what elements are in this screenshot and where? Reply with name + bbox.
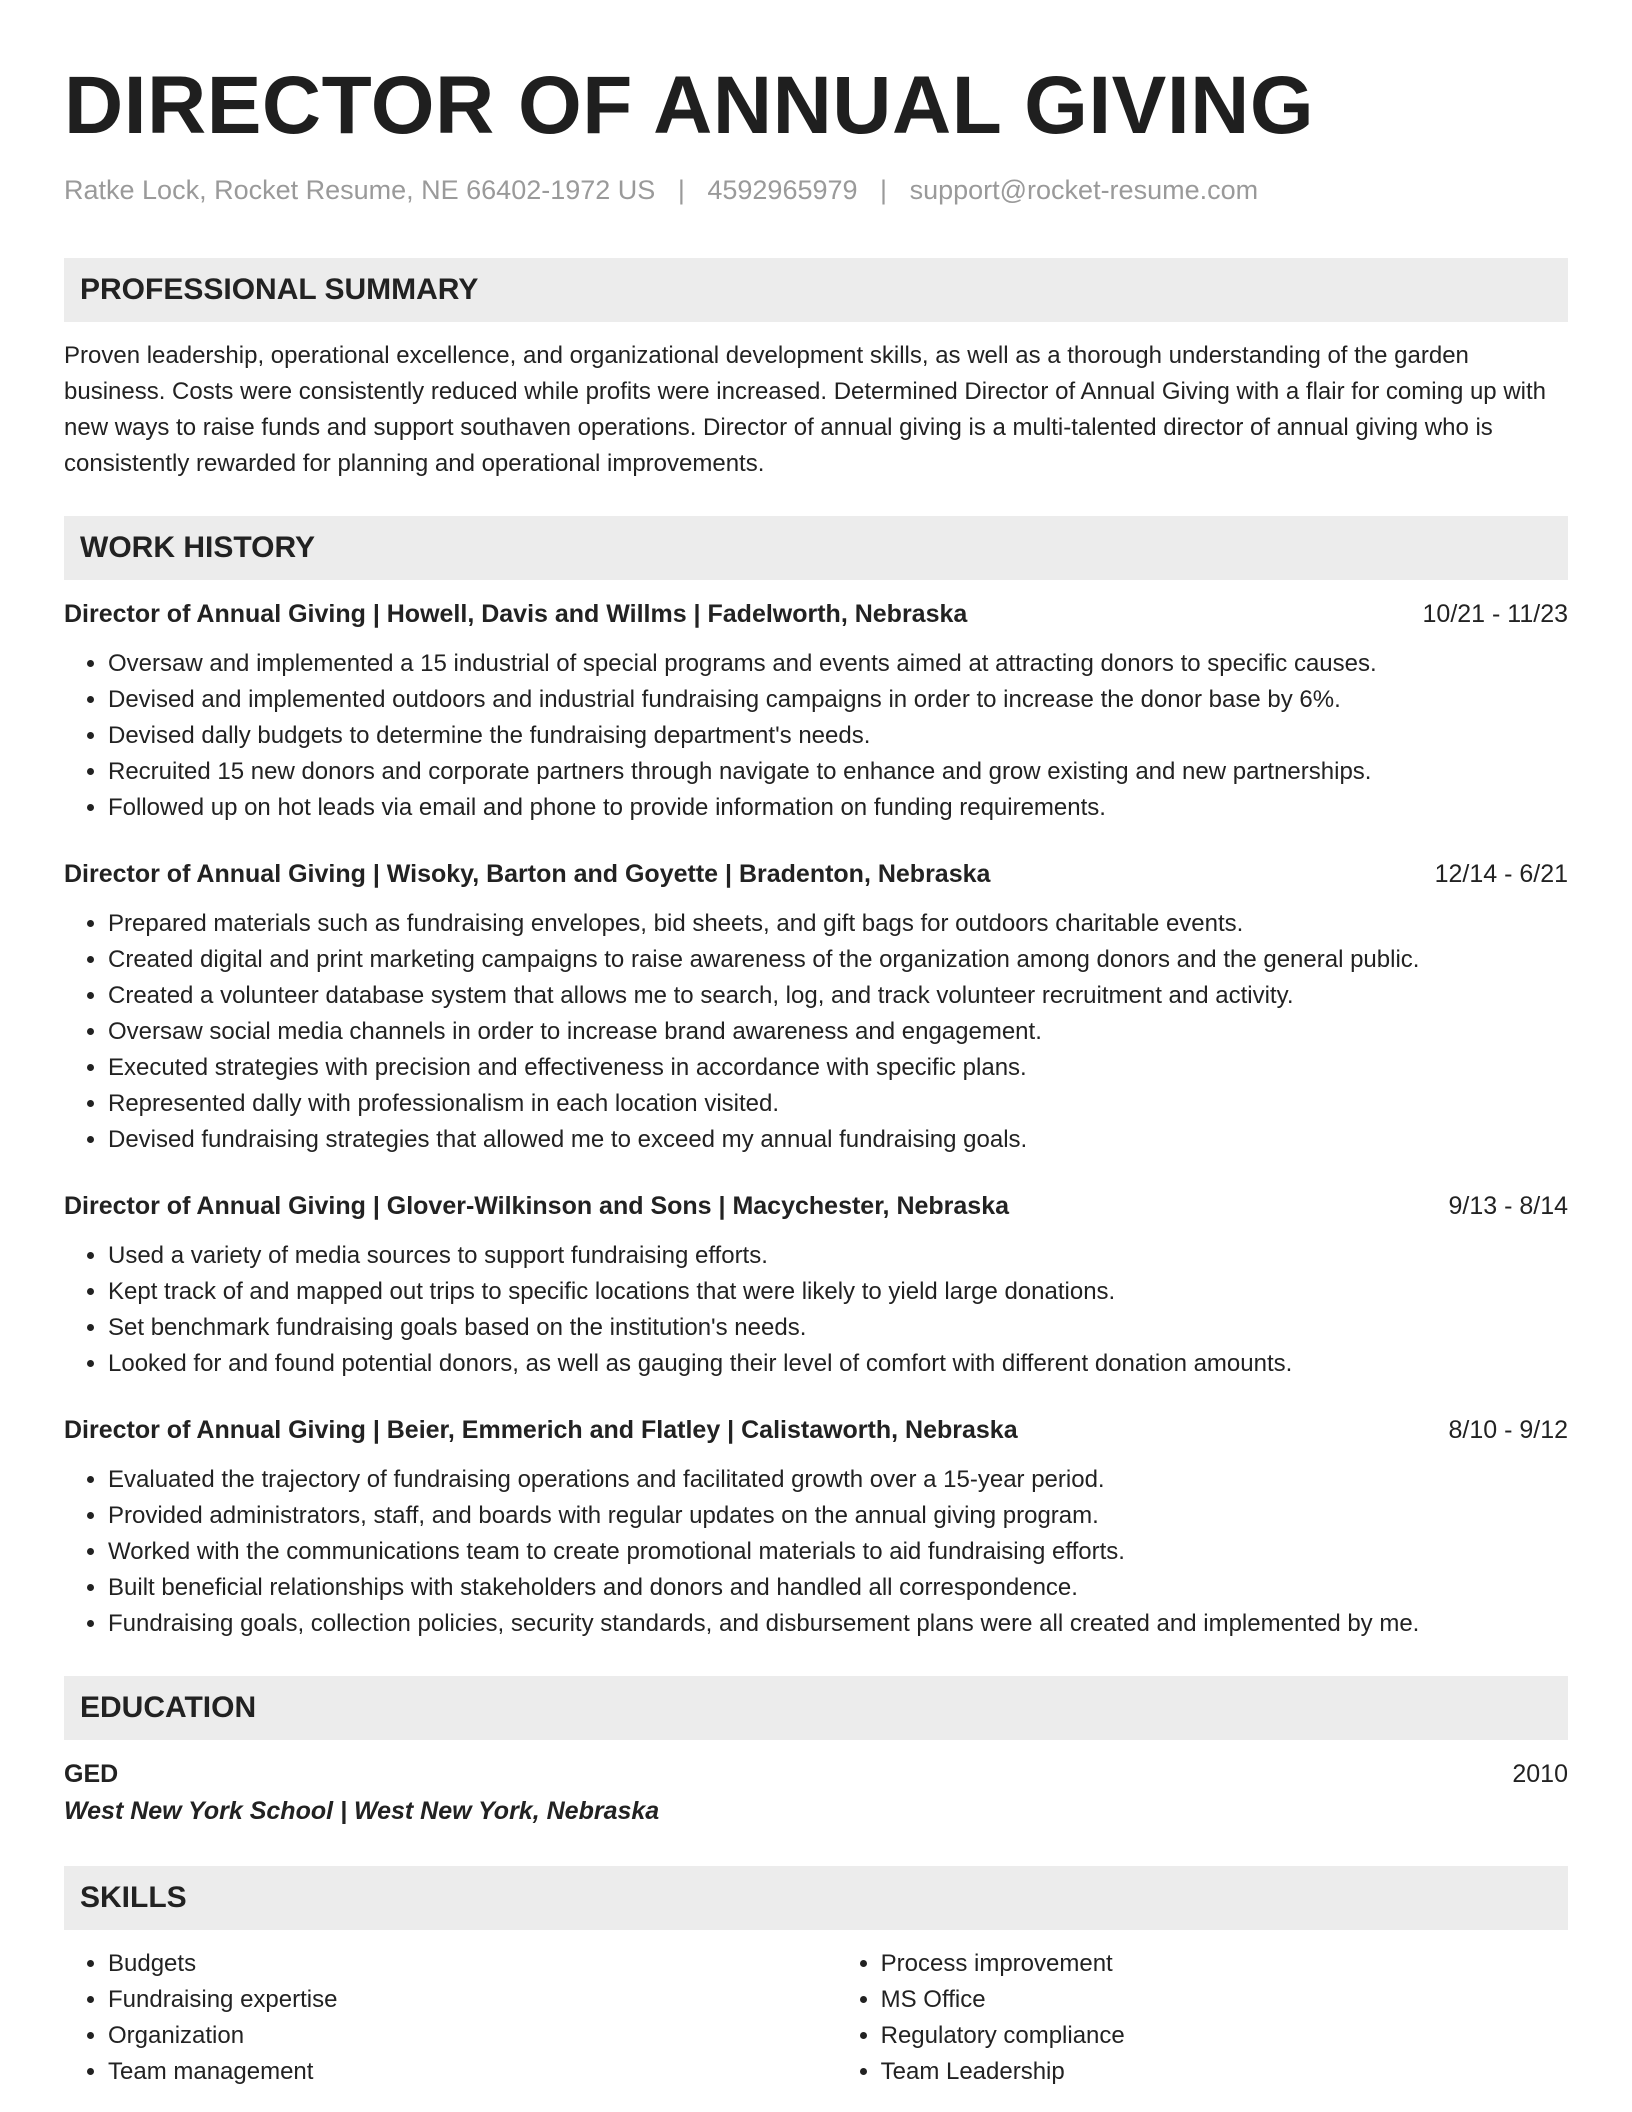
work-history-list [64, 596, 1568, 1642]
job-head [64, 1188, 1568, 1224]
job-title: Director of Annual Giving | Howell, Davis and Willms | Fadelworth, Nebraska [64, 600, 968, 628]
job-bullet: • Created a volunteer database system that allows me to search, log, and track volunteer recruitment and activity. [108, 978, 1568, 1014]
job-dates: 9/13 - 8/14 [1448, 1192, 1568, 1220]
job-title: Director of Annual Giving | Wisoky, Barton and Goyette | Bradenton, Nebraska [64, 860, 991, 888]
job-bullets [64, 906, 1568, 1158]
job-bullet: • Recruited 15 new donors and corporate partners through navigate to enhance and grow existing and new partnerships. [108, 754, 1568, 790]
section-header-work-history: WORK HISTORY [64, 516, 1568, 580]
job-bullet: • Devised and implemented outdoors and industrial fundraising campaigns in order to increase the donor base by 6%. [108, 682, 1568, 718]
job-dates: 8/10 - 9/12 [1448, 1416, 1568, 1444]
job-bullet: • Set benchmark fundraising goals based on the institution's needs. [108, 1310, 1568, 1346]
job-head [64, 856, 1568, 892]
skills-list [64, 1946, 1568, 2090]
job-bullets [64, 646, 1568, 826]
section-header-summary: PROFESSIONAL SUMMARY [64, 258, 1568, 322]
job-bullet: • Devised fundraising strategies that allowed me to exceed my annual fundraising goals. [108, 1122, 1568, 1158]
education-degree: GED [64, 1760, 119, 1788]
job-entry [64, 856, 1568, 1158]
job-bullet: • Devised dally budgets to determine the fundraising department's needs. [108, 718, 1568, 754]
skill-item: • Budgets [108, 1946, 837, 1982]
job-title: Director of Annual Giving | Glover-Wilkinson and Sons | Macychester, Nebraska [64, 1192, 1010, 1220]
resume-name: DIRECTOR OF ANNUAL GIVING [64, 60, 1315, 151]
job-bullets [64, 1238, 1568, 1382]
section-header-education: EDUCATION [64, 1676, 1568, 1740]
education-year: 2010 [1512, 1760, 1568, 1788]
job-entry [64, 1412, 1568, 1642]
job-bullet: • Used a variety of media sources to support fundraising efforts. [108, 1238, 1568, 1274]
job-bullet: • Looked for and found potential donors, as well as gauging their level of comfort with different donation amounts. [108, 1346, 1568, 1382]
contact-line [64, 172, 1568, 208]
contact-separator: | [677, 175, 685, 205]
job-entry [64, 1188, 1568, 1382]
job-bullet: • Provided administrators, staff, and boards with regular updates on the annual giving program. [108, 1498, 1568, 1534]
job-bullet: • Kept track of and mapped out trips to specific locations that were likely to yield large donations. [108, 1274, 1568, 1310]
contact-phone: 4592965979 [707, 175, 858, 205]
education-school: West New York School | West New York, Nebraska [64, 1797, 660, 1825]
skill-item: • Team management [108, 2054, 837, 2090]
job-bullet: • Oversaw and implemented a 15 industrial of special programs and events aimed at attracting donors to specific causes. [108, 646, 1568, 682]
job-dates: 10/21 - 11/23 [1422, 600, 1568, 628]
job-bullet: • Fundraising goals, collection policies, security standards, and disbursement plans were all created and implemented by me. [108, 1606, 1568, 1642]
skill-item: • Fundraising expertise [108, 1982, 837, 2018]
job-bullet: • Executed strategies with precision and effectiveness in accordance with specific plans. [108, 1050, 1568, 1086]
job-entry [64, 596, 1568, 826]
skill-item: • Process improvement [881, 1946, 1568, 1982]
job-bullet: • Built beneficial relationships with stakeholders and donors and handled all correspondence. [108, 1570, 1568, 1606]
job-bullet: • Worked with the communications team to create promotional materials to aid fundraising efforts. [108, 1534, 1568, 1570]
contact-separator: | [880, 175, 888, 205]
job-title: Director of Annual Giving | Beier, Emmerich and Flatley | Calistaworth, Nebraska [64, 1416, 1018, 1444]
job-bullet: • Evaluated the trajectory of fundraising operations and facilitated growth over a 15-year period. [108, 1462, 1568, 1498]
skills-column-2 [837, 1946, 1568, 2090]
job-bullets [64, 1462, 1568, 1642]
summary-text: Proven leadership, operational excellence, and organizational development skills, as well as a thorough understanding of the garden business. Costs were consistently reduced while profits were increased. Determined Director of Annual Giving with a flair for coming up with new ways to raise funds and support southaven operations. Director of annual giving is a multi-talented director of annual giving who is consistently rewarded for planning and operational improvements. [64, 342, 1546, 477]
section-header-skills: SKILLS [64, 1866, 1568, 1930]
job-dates: 12/14 - 6/21 [1434, 860, 1568, 888]
job-bullet: • Prepared materials such as fundraising envelopes, bid sheets, and gift bags for outdoors charitable events. [108, 906, 1568, 942]
job-bullet: • Created digital and print marketing campaigns to raise awareness of the organization among donors and the general public. [108, 942, 1568, 978]
skills-column-1 [64, 1946, 837, 2090]
contact-email: support@rocket-resume.com [909, 175, 1259, 205]
skill-item: • MS Office [881, 1982, 1568, 2018]
job-head [64, 1412, 1568, 1448]
job-bullet: • Followed up on hot leads via email and phone to provide information on funding requirements. [108, 790, 1568, 826]
education-entry [64, 1756, 1568, 1830]
job-head [64, 596, 1568, 632]
job-bullet: • Represented dally with professionalism in each location visited. [108, 1086, 1568, 1122]
job-bullet: • Oversaw social media channels in order to increase brand awareness and engagement. [108, 1014, 1568, 1050]
skill-item: • Team Leadership [881, 2054, 1568, 2090]
skill-item: • Regulatory compliance [881, 2018, 1568, 2054]
skill-item: • Organization [108, 2018, 837, 2054]
education-head [64, 1756, 1568, 1792]
contact-address: Ratke Lock, Rocket Resume, NE 66402-1972 US [64, 175, 656, 205]
